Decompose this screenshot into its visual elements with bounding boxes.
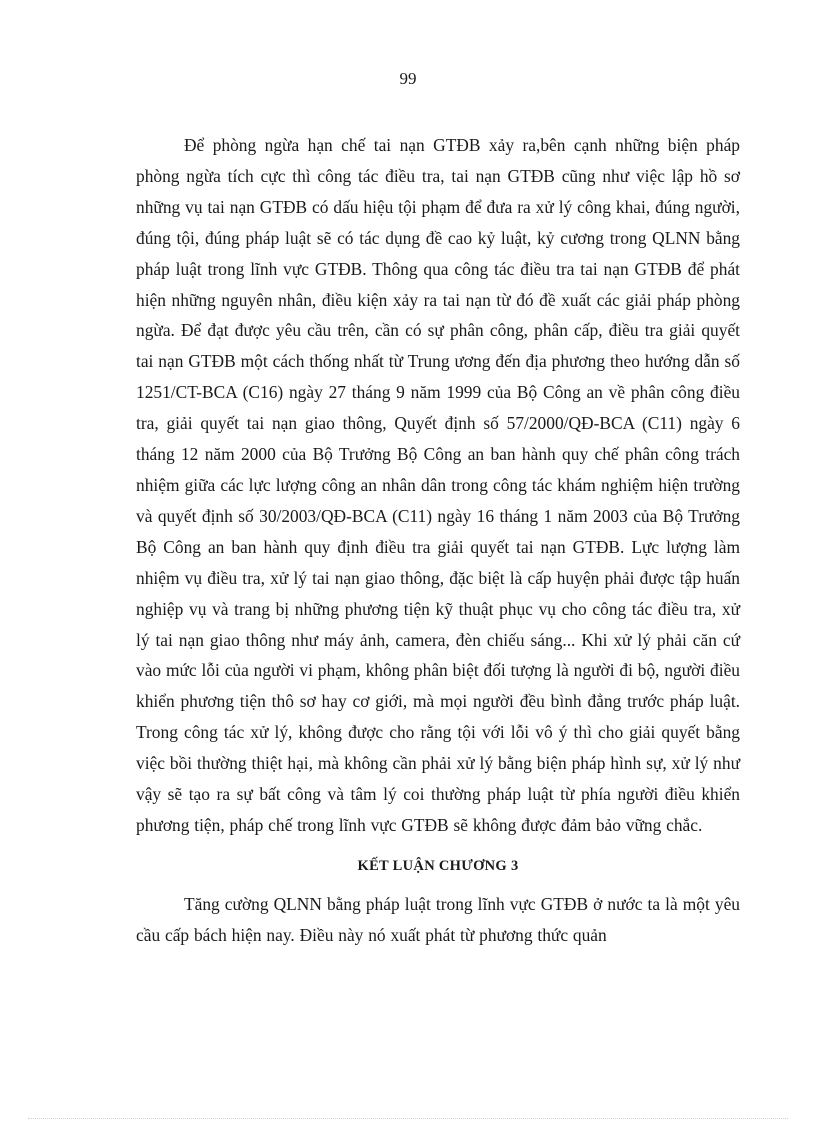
section-heading: KẾT LUẬN CHƯƠNG 3 <box>357 857 519 874</box>
body-paragraph: Tăng cường QLNN bằng pháp luật trong lĩnh vực GTĐB ở nước ta là một yêu cầu cấp bách hiện nay. Điều này nó xuất phát từ phương thức quản <box>136 893 740 945</box>
page-number: 99 <box>399 69 417 88</box>
body-paragraph: Để phòng ngừa hạn chế tai nạn GTĐB xảy ra,bên cạnh những biện pháp phòng ngừa tích cực thì công tác điều tra, tai nạn GTĐB cũng như việc lập hồ sơ những vụ tai nạn GTĐB có dấu hiệu tội phạm để đưa ra xử lý công khai, đúng người, đúng tội, đúng pháp luật sẽ có tác dụng đề cao kỷ luật, kỷ cương trong QLNN bằng pháp luật trong lĩnh vực GTĐB. Thông qua công tác điều tra tai nạn GTĐB để phát hiện những nguyên nhân, điều kiện xảy ra tai nạn từ đó đề xuất các giải pháp phòng ngừa. Để đạt được yêu cầu trên, cần có sự phân công, phân cấp, điều tra giải quyết tai nạn GTĐB một cách thống nhất từ Trung ương đến địa phương theo hướng dẫn số 1251/CT-BCA (C16) ngày 27 tháng 9 năm 1999 của Bộ Công an về phân công điều tra, giải quyết tai nạn giao thông, Quyết định số 57/2000/QĐ-BCA (C11) ngày 6 tháng 12 năm 2000 của Bộ Trưởng Bộ Công an ban hành quy chế phân công trách nhiệm giữa các lực lượng công an nhân dân trong công tác khám nghiệm hiện trường và quyết định số 30/2003/QĐ-BCA (C11) ngày 16 tháng 1 năm 2003 của Bộ Trưởng Bộ Công an ban hành quy định điều tra giải quyết tai nạn GTĐB. Lực lượng làm nhiệm vụ điều tra, xử lý tai nạn giao thông, đặc biệt là cấp huyện phải được tập huấn nghiệp vụ và trang bị những phương tiện kỹ thuật phục vụ cho công tác điều tra, xử lý tai nạn giao thông như máy ảnh, camera, đèn chiếu sáng... Khi xử lý phải căn cứ vào mức lỗi của người vi phạm, không phân biệt đối tượng là người đi bộ, người điều khiển phương tiện thô sơ hay cơ giới, mà mọi người đều bình đẳng trước pháp luật. Trong công tác xử lý, không được cho rằng tội với lỗi vô ý thì cho giải quyết bằng việc bồi thường thiệt hại, mà không cần phải xử lý bằng biện pháp hình sự, xử lý như vậy sẽ tạo ra sự bất công và tâm lý coi thường pháp luật từ phía người điều khiển phương tiện, pháp chế trong lĩnh vực GTĐB sẽ không được đảm bảo vững chắc. <box>136 135 740 835</box>
document-body <box>136 130 740 951</box>
page-bottom-divider <box>28 1118 788 1119</box>
